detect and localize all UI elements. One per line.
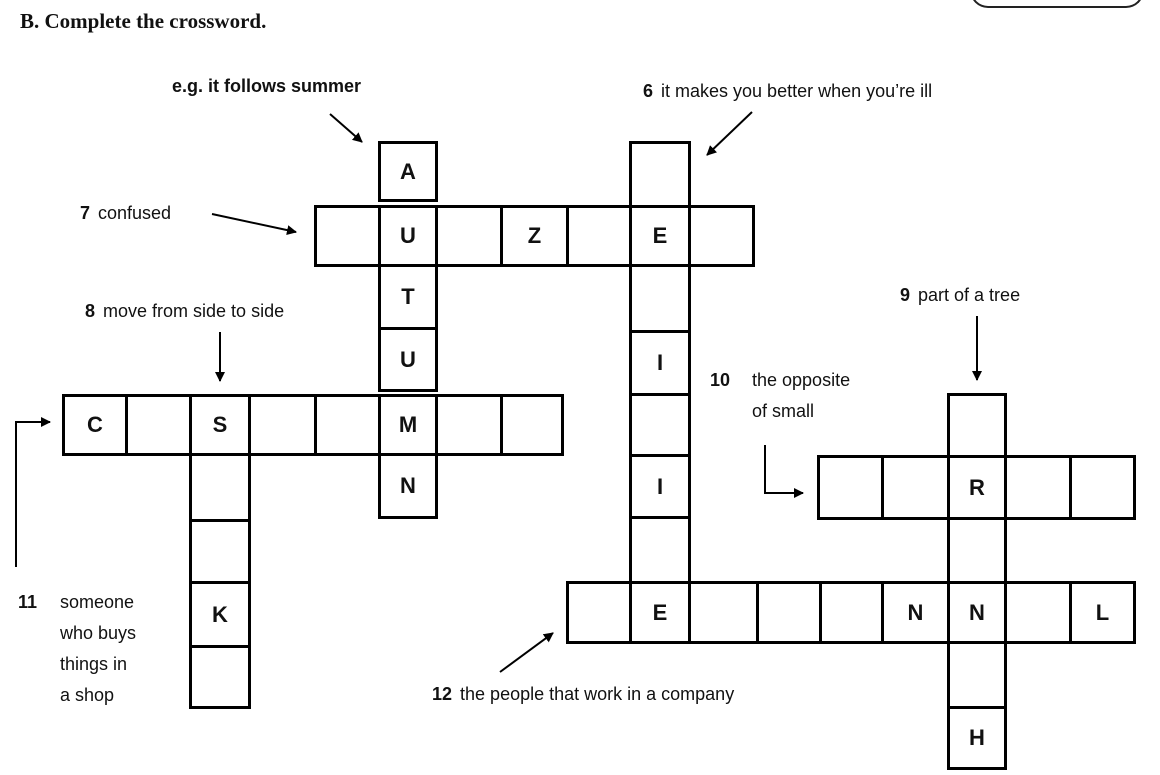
branch-cell[interactable] bbox=[947, 393, 1007, 458]
big-cell: R bbox=[947, 455, 1007, 520]
clue-7: 7 confused bbox=[80, 203, 172, 223]
swing-cell[interactable] bbox=[500, 394, 564, 456]
swing-cell[interactable] bbox=[314, 394, 381, 456]
big-cell[interactable] bbox=[881, 455, 950, 520]
clue-11-line: who buys bbox=[60, 623, 137, 643]
swing-cell: C bbox=[62, 394, 128, 456]
swing-cell: S bbox=[189, 394, 251, 456]
clue-10-line: the opposite bbox=[752, 370, 851, 390]
staff-cell[interactable] bbox=[1004, 581, 1072, 644]
medicine-cell[interactable] bbox=[629, 264, 691, 333]
example-clue: e.g. it follows summer bbox=[172, 76, 362, 96]
shopper-cell: K bbox=[189, 581, 251, 648]
confused-cell[interactable] bbox=[314, 205, 381, 267]
medicine-cell: I bbox=[629, 330, 691, 396]
arrow-12 bbox=[500, 633, 553, 672]
arrow-7 bbox=[212, 214, 296, 232]
arrow-10 bbox=[765, 445, 803, 493]
staff-cell[interactable] bbox=[566, 581, 632, 644]
staff-cell: N bbox=[881, 581, 950, 644]
confused-cell[interactable] bbox=[566, 205, 632, 267]
clue-6: 6 it makes you better when you’re ill bbox=[643, 81, 933, 101]
autumn-cell: A bbox=[378, 141, 438, 202]
staff-cell[interactable] bbox=[756, 581, 822, 644]
clue-10: 10 the opposite of small bbox=[752, 365, 850, 427]
branch-cell[interactable] bbox=[947, 517, 1007, 584]
autumn-cell: N bbox=[378, 452, 438, 519]
shopper-cell[interactable] bbox=[189, 645, 251, 709]
autumn-cell: U bbox=[378, 327, 438, 392]
clue-12: 12 the people that work in a company bbox=[432, 684, 735, 704]
swing-cell: M bbox=[378, 394, 438, 456]
medicine-cell[interactable] bbox=[629, 516, 691, 584]
confused-cell: E bbox=[629, 205, 691, 267]
shopper-cell[interactable] bbox=[189, 453, 251, 522]
confused-cell[interactable] bbox=[688, 205, 755, 267]
medicine-cell[interactable] bbox=[629, 393, 691, 457]
clue-8: 8 move from side to side bbox=[85, 301, 285, 321]
swing-cell[interactable] bbox=[125, 394, 192, 456]
autumn-cell: T bbox=[378, 264, 438, 330]
shopper-cell[interactable] bbox=[189, 519, 251, 584]
clue-11: 11 someone who buys things in a shop bbox=[60, 587, 136, 711]
arrow-11 bbox=[16, 422, 50, 567]
confused-cell[interactable] bbox=[435, 205, 503, 267]
confused-cell: U bbox=[378, 205, 438, 267]
swing-cell[interactable] bbox=[248, 394, 317, 456]
clue-11-line: a shop bbox=[60, 685, 115, 705]
exercise-heading: B. Complete the crossword. bbox=[20, 9, 267, 33]
confused-cell: Z bbox=[500, 205, 569, 267]
clue-10-line: of small bbox=[752, 401, 815, 421]
branch-cell: H bbox=[947, 706, 1007, 770]
staff-cell: N bbox=[947, 581, 1007, 644]
staff-cell[interactable] bbox=[688, 581, 759, 644]
medicine-cell: I bbox=[629, 454, 691, 519]
arrow-6 bbox=[707, 112, 752, 155]
arrow-example bbox=[330, 114, 362, 142]
swing-cell[interactable] bbox=[435, 394, 503, 456]
staff-cell: E bbox=[629, 581, 691, 644]
medicine-cell[interactable] bbox=[629, 141, 691, 208]
staff-cell[interactable] bbox=[819, 581, 884, 644]
clue-11-line: things in bbox=[60, 654, 128, 674]
branch-cell[interactable] bbox=[947, 641, 1007, 709]
big-cell[interactable] bbox=[1004, 455, 1072, 520]
clue-11-line: someone bbox=[60, 592, 135, 612]
big-cell[interactable] bbox=[1069, 455, 1136, 520]
clue-9: 9 part of a tree bbox=[900, 285, 1021, 305]
staff-cell: L bbox=[1069, 581, 1136, 644]
big-cell[interactable] bbox=[817, 455, 884, 520]
